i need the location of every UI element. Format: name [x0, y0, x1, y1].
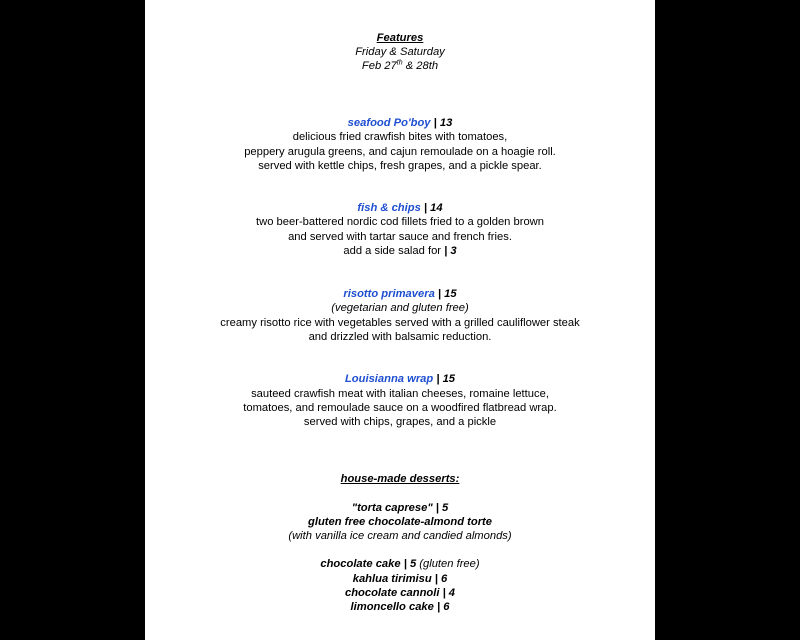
menu-title: Features	[376, 32, 424, 44]
menu-item-description: and served with tartar sauce and french fries.	[288, 231, 512, 243]
menu-item-description: served with chips, grapes, and a pickle	[303, 416, 497, 428]
menu-item-description: tomatoes, and remoulade sauce on a woodfired flatbread wrap.	[243, 402, 557, 414]
menu-item-name: seafood Po'boy	[347, 117, 431, 129]
dessert-note: (gluten free)	[416, 558, 480, 570]
menu-item-heading	[145, 116, 655, 130]
menu-item-description: served with kettle chips, fresh grapes, and a pickle spear.	[258, 160, 542, 172]
dessert-item: kahlua tirimisu | 6	[352, 573, 448, 585]
menu-page	[145, 0, 655, 640]
menu-days: Friday & Saturday	[355, 46, 445, 58]
addon-price: | 3	[444, 245, 457, 257]
menu-item-description: peppery arugula greens, and cajun remoulade on a hoagie roll.	[244, 146, 556, 158]
menu-item-description: two beer-battered nordic cod fillets fried to a golden brown	[256, 216, 544, 228]
dessert-note: (with vanilla ice cream and candied almonds)	[288, 530, 512, 542]
dessert-item: chocolate cake | 5 (gluten free)	[320, 558, 480, 570]
menu-item-description: and drizzled with balsamic reduction.	[308, 331, 492, 343]
dessert-item: limoncello cake | 6	[350, 601, 450, 613]
dessert-description: gluten free chocolate-almond torte	[308, 516, 492, 528]
menu-item-price: | 15	[434, 288, 457, 300]
menu-item-note: (vegetarian and gluten free)	[331, 302, 469, 314]
menu-item-price: | 14	[420, 202, 443, 214]
menu-item-name: fish & chips	[357, 202, 421, 214]
menu-item-heading	[145, 287, 655, 301]
menu-item-price: | 15	[433, 373, 456, 385]
menu-item-heading	[145, 201, 655, 215]
menu-item-addon: add a side salad for | 3	[343, 245, 457, 257]
dessert-item: chocolate cannoli | 4	[344, 587, 456, 599]
desserts-heading: house-made desserts:	[340, 473, 460, 485]
menu-item-name: risotto primavera	[343, 288, 435, 300]
menu-item-name: Louisianna wrap	[344, 373, 434, 385]
menu-item-description: sauteed crawfish meat with italian cheeses, romaine lettuce,	[251, 388, 549, 400]
menu-item-description: creamy risotto rice with vegetables served with a grilled cauliflower steak	[220, 317, 580, 329]
dessert-item: "torta caprese" | 5	[351, 502, 449, 514]
menu-item-heading	[145, 372, 655, 386]
menu-item-price: | 13	[430, 117, 453, 129]
menu-item-description: delicious fried crawfish bites with tomatoes,	[292, 131, 508, 143]
menu-date: Feb 27th & 28th	[361, 59, 439, 72]
